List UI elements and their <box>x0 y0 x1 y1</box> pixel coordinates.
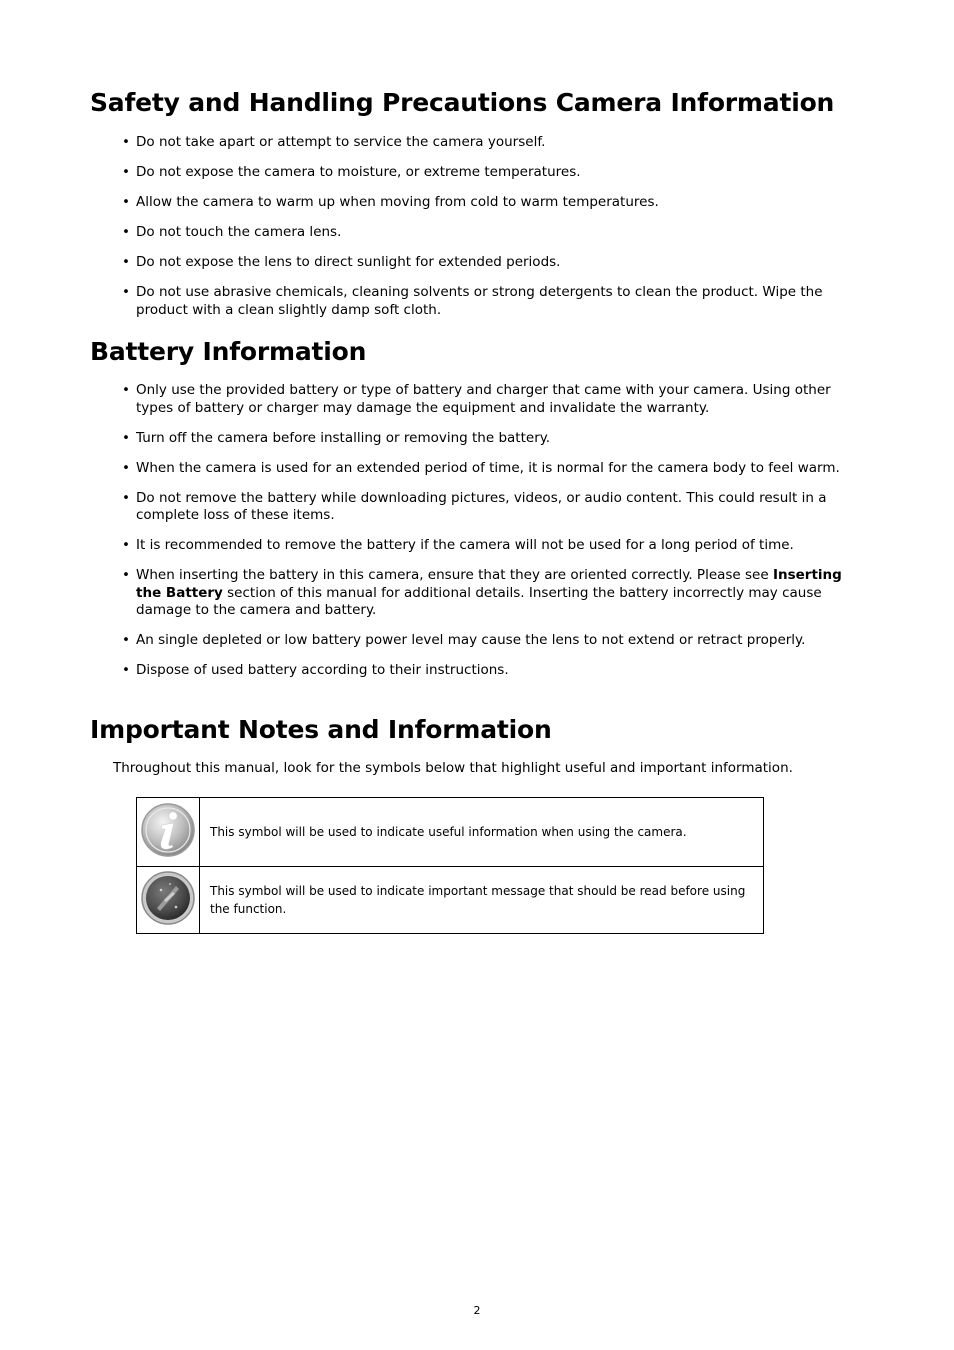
section-title-notes: Important Notes and Information <box>90 715 552 744</box>
list-item: • Turn off the camera before installing or removing the battery. <box>122 429 551 446</box>
bullet-dot: • <box>122 134 130 150</box>
important-message-icon <box>140 870 196 926</box>
list-item: • Do not use abrasive chemicals, cleaning solvents or strong detergents to clean the product. Wipe the product with a clean slightly damp soft cloth. <box>122 284 823 318</box>
list-item: • When the camera is used for an extended period of time, it is normal for the camera body to feel warm. <box>122 459 840 476</box>
table-row <box>137 867 764 934</box>
list-item: • An single depleted or low battery power level may cause the lens to not extend or retract properly. <box>122 632 806 648</box>
list-item: • Allow the camera to warm up when moving from cold to warm temperatures. <box>122 194 659 210</box>
symbols-table <box>136 797 764 934</box>
bullet-dot: • <box>122 489 130 506</box>
info-icon <box>140 802 196 858</box>
bullet-dot: • <box>122 194 130 210</box>
list-item: • It is recommended to remove the battery if the camera will not be used for a long period of time. <box>122 537 794 553</box>
symbol-icon-cell <box>137 867 200 934</box>
bullet-dot: • <box>122 284 130 300</box>
list-item: • Do not remove the battery while downloading pictures, videos, or audio content. This could result in a complete loss of these items. <box>122 489 827 523</box>
bullet-dot: • <box>122 254 130 270</box>
list-item: • When inserting the battery in this camera, ensure that they are oriented correctly. Please see Inserting the Battery section of this manual for additional details. Inserting the battery incorrectly may cause damage to the camera and battery. <box>122 567 842 618</box>
bullet-dot: • <box>122 224 130 240</box>
table-row <box>137 798 764 867</box>
list-item: • Do not take apart or attempt to service the camera yourself. <box>122 134 546 150</box>
section-title-battery: Battery Information <box>90 337 367 366</box>
symbol-description: This symbol will be used to indicate useful information when using the camera. <box>200 798 764 867</box>
bullet-dot: • <box>122 429 130 446</box>
list-item: • Only use the provided battery or type of battery and charger that came with your camera. Using other types of battery or charger may damage the equipment and invalidate the warranty. <box>122 382 831 416</box>
symbol-icon-cell <box>137 798 200 867</box>
list-item: • Do not expose the camera to moisture, or extreme temperatures. <box>122 164 581 180</box>
symbol-description: This symbol will be used to indicate important message that should be read before using the function. <box>200 867 764 934</box>
bullet-dot: • <box>122 632 130 648</box>
page-number: 2 <box>473 1304 481 1317</box>
cross-reference: Inserting the Battery <box>136 567 842 601</box>
bullet-dot: • <box>122 662 130 678</box>
list-item: • Dispose of used battery according to their instructions. <box>122 662 509 678</box>
list-item: • Do not expose the lens to direct sunlight for extended periods. <box>122 254 561 270</box>
notes-intro: Throughout this manual, look for the symbols below that highlight useful and important information. <box>113 760 793 776</box>
battery-list <box>118 382 858 692</box>
list-item: • Do not touch the camera lens. <box>122 224 342 240</box>
bullet-dot: • <box>122 567 130 583</box>
bullet-dot: • <box>122 537 130 553</box>
bullet-dot: • <box>122 164 130 180</box>
bullet-dot: • <box>122 459 130 476</box>
section-title-safety: Safety and Handling Precautions Camera Information <box>90 88 835 117</box>
bullet-dot: • <box>122 382 130 398</box>
safety-list <box>118 134 858 332</box>
